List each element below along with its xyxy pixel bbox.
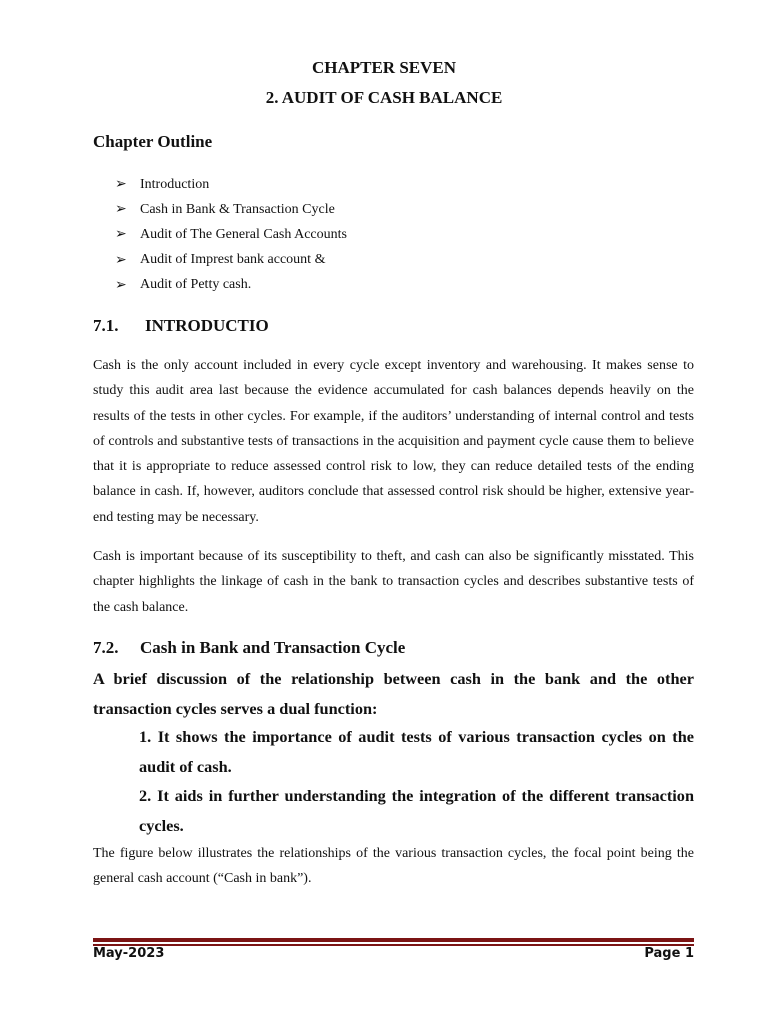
list-item: ➢ Introduction xyxy=(115,176,210,193)
footer-rule xyxy=(93,938,694,942)
section-2-intro: A brief discussion of the relationship between cash in the bank and the other transaction cycles serves a dual function: xyxy=(93,669,694,718)
chapter-title: 2. AUDIT OF CASH BALANCE xyxy=(265,88,503,107)
paragraph-intro-2: Cash is important because of its susceptibility to theft, and cash can also be significantly misstated. This chapter highlights the linkage of cash in the bank to transaction cycles and describes substantive tests of the cash balance. xyxy=(93,549,694,615)
arrow-bullet-icon: ➢ xyxy=(115,177,127,193)
arrow-bullet-icon: ➢ xyxy=(115,277,127,293)
chapter-label: CHAPTER SEVEN xyxy=(311,58,457,77)
paragraph-intro-1: Cash is the only account included in every cycle except inventory and warehousing. It makes sense to study this audit area last because the evidence accumulated for cash balances depends heavily on the results of the tests in other cycles. For example, if the auditors’ understanding of internal control and tests of controls and substantive tests of transactions in the acquisition and payment cycle cause them to believe that it is appropriate to reduce assessed control risk to low, they can reduce detailed tests of the ending balance in cash. If, however, auditors conclude that assessed control risk should be higher, extensive year-end testing may be necessary. xyxy=(93,358,694,525)
numbered-point-2: 2. It aids in further understanding the integration of the different transaction cycles. xyxy=(139,786,694,835)
section-1-number: 7.1. xyxy=(93,316,119,335)
outline-list xyxy=(115,172,347,298)
paragraph-figure-note: The figure below illustrates the relationships of the various transaction cycles, the focal point being the general cash account (“Cash in bank”). xyxy=(93,846,694,887)
list-item: ➢ Audit of Imprest bank account & xyxy=(115,252,326,268)
arrow-bullet-icon: ➢ xyxy=(115,202,127,218)
arrow-bullet-icon: ➢ xyxy=(115,227,127,243)
arrow-bullet-icon: ➢ xyxy=(115,252,127,268)
list-item: ➢ Cash in Bank & Transaction Cycle xyxy=(115,201,335,218)
section-1-title: INTRODUCTIO xyxy=(145,316,269,335)
numbered-point-1: 1. It shows the importance of audit tests of various transaction cycles on the audit of cash. xyxy=(139,727,694,776)
page-number: Page 1 xyxy=(644,946,694,961)
list-item: ➢ Audit of Petty cash. xyxy=(115,277,252,293)
section-2-number: 7.2. xyxy=(93,638,119,657)
outline-heading: Chapter Outline xyxy=(93,132,213,151)
section-2-title: Cash in Bank and Transaction Cycle xyxy=(140,638,406,657)
footer-date: May-2023 xyxy=(93,946,165,961)
list-item: ➢ Audit of The General Cash Accounts xyxy=(115,226,347,243)
footer-rule-thin xyxy=(93,944,694,946)
